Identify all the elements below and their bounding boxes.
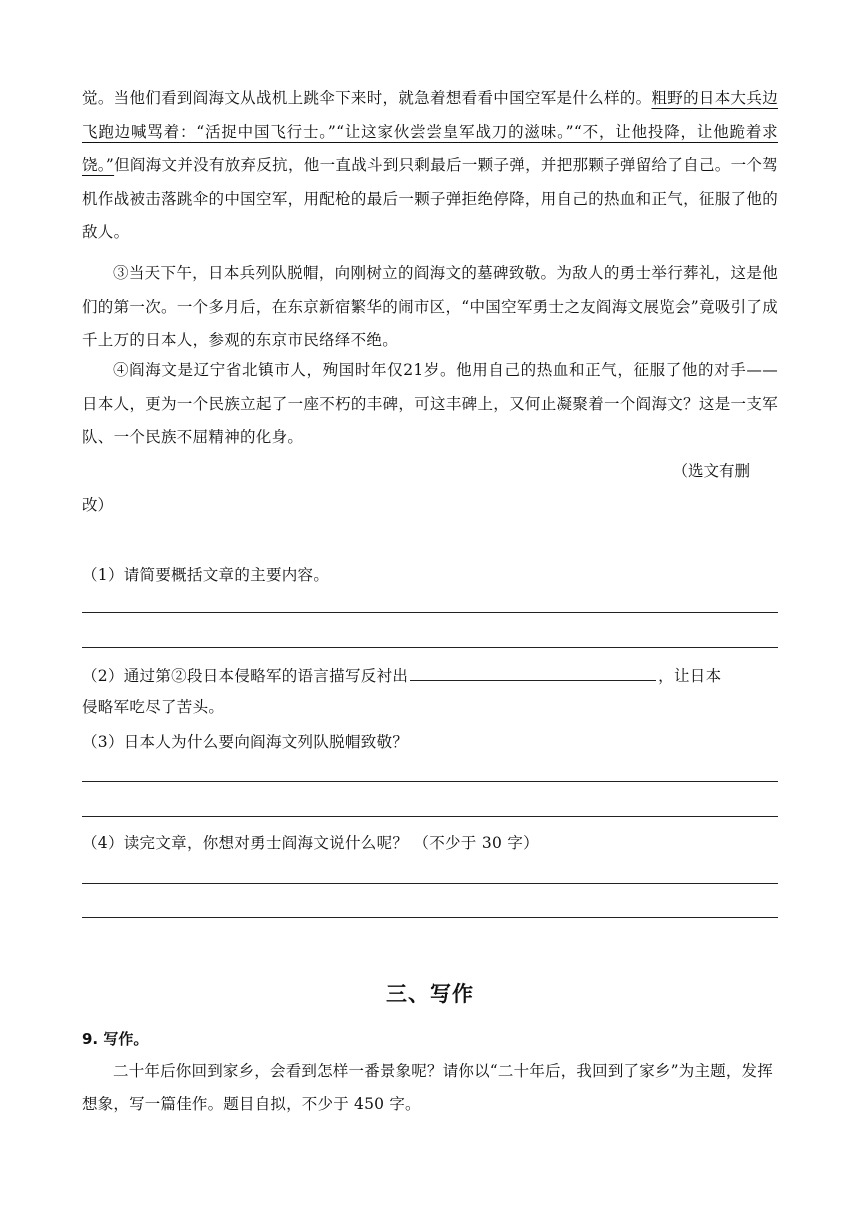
question-3: （3）日本人为什么要向阎海文列队脱帽致敬？ — [82, 733, 409, 751]
answer-line-q3-2[interactable] — [82, 816, 778, 817]
paragraph-2-underlined-quote: 粗野的日本大兵边飞跑边喊骂着：“活捉中国飞行士。”“让这家伙尝尝皇军战刀的滋味。”“不，让他投降，让他跪着求饶。” — [82, 89, 778, 174]
answer-line-q4-1[interactable] — [82, 883, 778, 884]
question-2-text-post: ，让日本 — [658, 667, 722, 685]
source-note-part2: 改） — [82, 496, 114, 514]
source-note-part1: （选文有删 — [672, 462, 750, 480]
answer-line-q1-2[interactable] — [82, 647, 778, 648]
section-title-writing: 三、写作 — [386, 982, 474, 1006]
paragraph-2-text-b: 但阎海文并没有放弃反抗，他一直战斗到只剩最后一颗子弹，并把那颗子弹留给了自己。一个驾机作战被击落跳伞的中国空军，用配枪的最后一颗子弹拒绝停降，用自己的热血和正气，征服了他的敌人。 — [82, 156, 778, 241]
question-2 — [82, 660, 778, 691]
answer-line-q1-1[interactable] — [82, 612, 778, 613]
answer-line-q4-2[interactable] — [82, 917, 778, 918]
question-2-line-2: 侵略军吃尽了苦头。 — [82, 698, 225, 716]
passage-paragraph-4: ④阎海文是辽宁省北镇市人，殉国时年仅21岁。他用自己的热血和正气，征服了他的对手——日本人，更为一个民族立起了一座不朽的丰碑，可这丰碑上，又何止凝聚着一个阎海文？这是一支军队、一个民族不屈精神的化身。 — [82, 361, 778, 446]
writing-task-prompt: 二十年后你回到家乡，会看到怎样一番景象呢？请你以“二十年后，我回到了家乡”为主题，发挥想象，写一篇佳作。题目自拟，不少于 450 字。 — [82, 1062, 773, 1113]
question-1: （1）请简要概括文章的主要内容。 — [82, 566, 330, 584]
answer-blank-q2[interactable] — [410, 660, 656, 681]
writing-task-label: 9. 写作。 — [82, 1030, 149, 1048]
question-4: （4）读完文章，你想对勇士阎海文说什么呢？ （不少于 30 字） — [82, 834, 539, 852]
paragraph-2-text-a: 觉。当他们看到阎海文从战机上跳伞下来时，就急着想看看中国空军是什么样的。 — [82, 89, 652, 107]
passage-paragraph-2 — [82, 82, 778, 250]
passage-paragraph-3: ③当天下午，日本兵列队脱帽，向刚树立的阎海文的墓碑致敬。为敌人的勇士举行葬礼，这是他们的第一次。一个多月后，在东京新宿繁华的闹市区，“中国空军勇士之友阎海文展览会”竟吸引了成千上万的日本人，参观的东京市民络绎不绝。 — [82, 264, 778, 349]
question-2-text-pre: （2）通过第②段日本侵略军的语言描写反衬出 — [82, 667, 409, 685]
answer-line-q3-1[interactable] — [82, 781, 778, 782]
